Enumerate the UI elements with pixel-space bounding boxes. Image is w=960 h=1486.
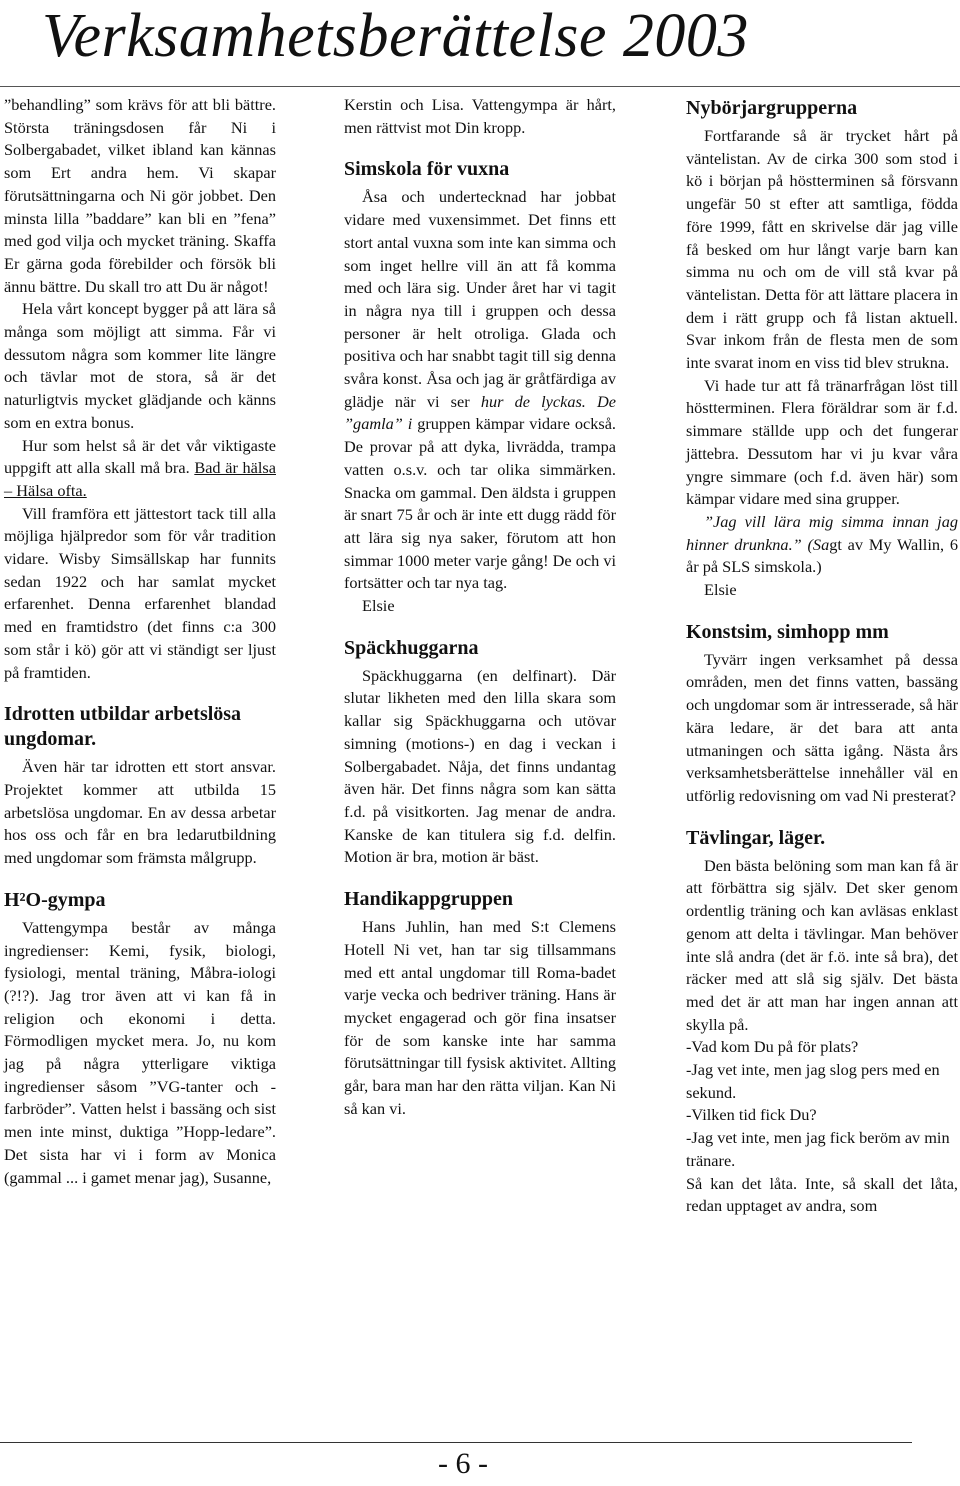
paragraph-text: gruppen kämpar vidare också. De provar på att dyka, livrädda, trampa vatten o.s.v. och tar olika simmärken. Snacka om gammal. Den äldsta i gruppen är snart 75 år och är inte ett dugg rädd för att lära sig nya saker, förutom att hon simmar 1000 meter varje gång! De och vi fortsätter och tar nya tag. (344, 414, 616, 593)
column-2 (344, 94, 616, 1120)
paragraph: Även här tar idrotten ett stort ansvar. Projektet kommer att utbilda 15 arbetslösa ungdomar. En av dessa arbetar hos oss och får en bra ledarutbildning med ungdomar som främsta målgrupp. (4, 757, 276, 868)
section-heading-nyborjar: Nybörjargrupperna (686, 97, 858, 119)
paragraph-text: Hur som helst så är det vår viktigaste uppgift att alla skall må bra. (4, 435, 276, 478)
dialogue-line: -Jag vet inte, men jag slog pers med en sekund. (686, 1060, 940, 1102)
paragraph: Fortfarande så är trycket hårt på väntelistan. Av de cirka 300 som stod i kö i början på höstterminen så försvann ungefär 50 st efter att samtliga, födda före 1999, fått en skrivelse där jag ville få besked om hur långt varje barn kan simma nu och om de vill stå kvar på väntelistan. Detta för att lättare placera in dem i rätt grupp och få listan aktuell. Svar inkom från de flesta men de som inte svarat inom en viss tid blev strukna. (686, 126, 958, 373)
paragraph: ”behandling” som krävs för att bli bättre. Största träningsdosen får Ni i Solbergabadet, vilket ibland kan kännas som Ert andra hem. Vi skapar förutsättningarna och Ni gör jobbet. Den minsta lilla ”baddare” kan bli en ”fena” med god vilja och mycket träning. Skaffa Er gärna goda förebilder och försök bli ännu bättre. Du skall tro att Du är något! (4, 95, 276, 296)
section-heading-tavlingar: Tävlingar, läger. (686, 826, 826, 849)
dialogue-line: -Vad kom Du på för plats? (686, 1037, 859, 1057)
dialogue-line: -Vilken tid fick Du? (686, 1105, 817, 1125)
section-heading-handikapp: Handikappgruppen (344, 888, 513, 911)
paragraph: Vattengympa består av många ingredienser: Kemi, fysik, biologi, fysiologi, mental träning, Måbra-iologi (?!?). Jag tror även att vi kan få in religion och ekonomi i detta. Förmodligen mycket mera. Jo, nu kom jag på några ytterligare viktiga ingredienser såsom ”VG-tanter och -farbröder”. Vatten helst i bassäng och sist men inte minst, duktiga ”Hopp-ledare”. Det sista har vi i form av Monica (gammal ... i gamet menar jag), Susanne, (4, 917, 276, 1187)
footer-rule (0, 1442, 912, 1443)
paragraph: Kerstin och Lisa. Vattengympa är hårt, men rättvist mot Din kropp. (344, 95, 616, 137)
paragraph-text: Åsa och undertecknad har jobbat vidare med vuxensimmet. Det finns ett stort antal vuxna som inte kan simma och som inget hellre vill än att få komma med och lära sig. Under året har vi tagit in några nya till i gruppen och dessa personer är helt otroliga. Glada och positiva och har snabbt tagit till sig denna svåra konst. Åsa och jag är gråtfärdiga av glädje när vi ser (344, 187, 616, 411)
section-heading-spackhuggarna: Späckhuggarna (344, 636, 479, 659)
page-title: Verksamhetsberättelse 2003 (42, 2, 749, 70)
paragraph: Hela vårt koncept bygger på att lära så många som möjligt att simma. Får vi dessutom några som kommer lite längre och tävlar mot de stora, så är det naturligtvis mycket glädjande och känns som en extra bonus. (4, 299, 276, 432)
column-3 (686, 94, 958, 1218)
paragraph: Den bästa belöning som man kan få är att förbättra sig själv. Det sker genom ordentlig träning och kan avläsas enklast genom att delta i tävlingar. Man behöver inte slå andra (det är f.ö. inte så bra), det räcker med att slå sig själv. Det bästa med det är att man har ingen annan att skylla på. (686, 855, 958, 1034)
paragraph (4, 435, 276, 503)
header-rule (0, 86, 960, 87)
paragraph: Späckhuggarna (en delfinart). Där slutar likheten med den lilla skara som kallar sig Späckhuggarna och utövar simning (motions-) en dag i veckan i Solbergabadet. Nåja, det finns undantag även här. Det finns några som kan sätta f.d. på visitkorten. Jag menar de andra. Kanske de kan titulera sig f.d. delfin. Motion är bra, motion är bäst. (344, 665, 616, 867)
paragraph: Hans Juhlin, han med S:t Clemens Hotell Ni vet, han tar sig tillsammans med ett antal ungdomar till Roma-badet varje vecka och bedriver träning. Hans är mycket engagerad och gör fina insatser för de som kanske inte har samma förutsättningar till fysisk aktivitet. Allting går, bara man har den rätta viljan. Kan Ni så kan vi. (344, 917, 616, 1118)
signature: Elsie (704, 580, 737, 600)
italic-text: hur de lyckas. De ”gamla” i (344, 391, 616, 434)
section-heading-simskola: Simskola för vuxna (344, 158, 510, 181)
paragraph (344, 186, 616, 595)
section-heading-konstsim: Konstsim, simhopp mm (686, 620, 889, 643)
section-heading-idrotten: Idrotten utbildar arbetslösa ungdomar. (4, 703, 242, 751)
quote-attribution: gt av My Wallin, 6 år på SLS simskola.) (686, 534, 958, 577)
motto-underlined: Bad är hälsa – Hälsa ofta. (4, 458, 276, 500)
page-number: - 6 - (438, 1447, 488, 1480)
quote-text: ”Jag vill lära mig simma innan jag hinner drunkna.” (Sa (686, 511, 958, 554)
quote (686, 511, 958, 579)
section-heading-h2o-gympa: H²O-gympa (4, 888, 106, 911)
paragraph: Vi hade tur att få tränarfrågan löst till höstterminen. Flera föräldrar som är f.d. simmare ställde upp och det fungerar jättebra. Dessutom har vi ju kvar våra yngre simmare (och f.d. även här) som kämpar vidare med sina grupper. (686, 375, 958, 509)
column-1 (4, 94, 276, 1189)
paragraph: Så kan det låta. Inte, så skall det låta, redan upptaget av andra, som (686, 1173, 958, 1216)
paragraph: Tyvärr ingen verksamhet på dessa områden, men det finns vatten, bassäng och ungdomar som är intresserade, så här kära ledare, är det bara att anta utmaningen och sätta igång. Nästa års verksamhetsberättelse innehåller väl en utförlig redovisning om vad Ni presterat? (686, 649, 958, 805)
signature: Elsie (362, 596, 395, 616)
dialogue-line: -Jag vet inte, men jag fick beröm av min tränare. (686, 1128, 950, 1170)
paragraph: Vill framföra ett jättestort tack till alla möjliga hjälpredor som för vår tradition vidare. Wisby Simsällskap har funnits sedan 1922 och har samlat mycket erfarenhet. Denna erfarenhet blandad med en framtidstro (det finns c:a 300 som står i kö) gör att vi ständigt ser ljust på framtiden. (4, 503, 276, 682)
